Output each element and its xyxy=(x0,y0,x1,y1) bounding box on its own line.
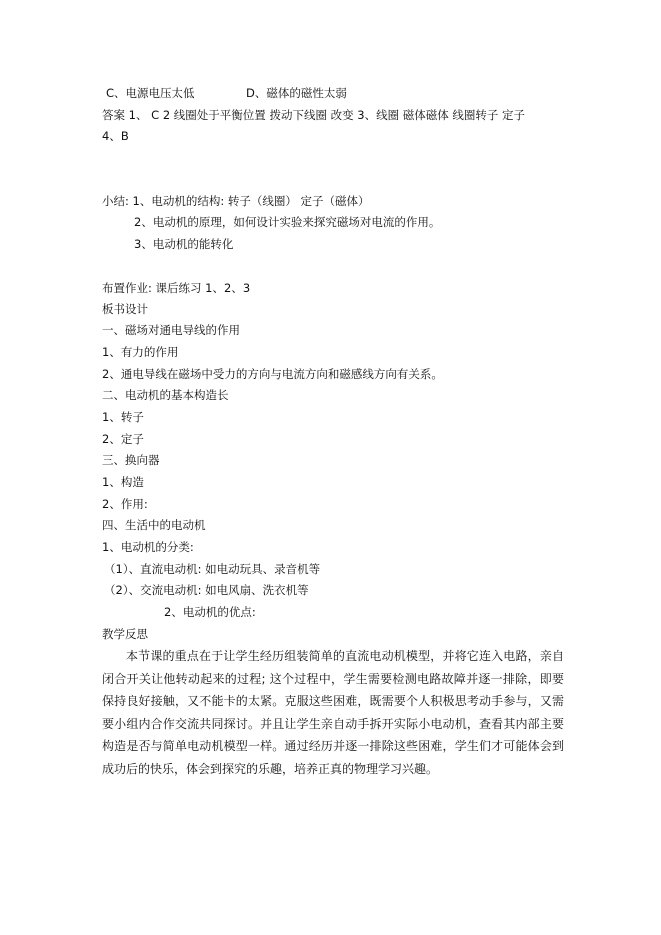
option-c: C、电源电压太低 xyxy=(106,86,195,100)
answer-line-2: 4、B xyxy=(102,129,129,143)
reflection-body: 本节课的重点在于让学生经历组装简单的直流电动机模型，并将它连入电路，亲自闭合开关让他转动起来的过程; 这个过程中，学生需要检测电路故障并逐一排除，即要保持良好接触，又不能卡的太紧。克服这些困难，既需要个人积极思考动手参与，又需要小组内合作交流共同探讨。并且让学生亲自动手拆开实际小电动机，查看其内部主要构造是否与简单电动机模型一样。通过经历并逐一排除这些困难，学生们才可能体会到成功后的快乐，体会到探究的乐趣，培养正真的物理学习兴趣。 xyxy=(102,649,564,776)
homework-line: 布置作业: 课后练习 1、2、3 xyxy=(102,281,251,295)
summary-line-1: 小结: 1、电动机的结构: 转子（线圈） 定子（磁体） xyxy=(102,194,370,208)
answer-line-1: 答案 1、 C 2 线圈处于平衡位置 拨动下线圈 改变 3、线圈 磁体磁体 线圈转子 定子 xyxy=(102,108,526,122)
board-item-1-2: 2、通电导线在磁场中受力的方向与电流方向和磁感线方向有关系。 xyxy=(102,367,443,381)
board-item-4-1: 1、电动机的分类: xyxy=(102,540,194,554)
board-section-1: 一、磁场对通电导线的作用 xyxy=(102,323,240,337)
board-title: 板书设计 xyxy=(102,302,148,316)
board-item-2-2: 2、定子 xyxy=(102,432,144,446)
board-section-3: 三、换向器 xyxy=(102,453,160,467)
board-item-3-1: 1、构造 xyxy=(102,475,144,489)
board-item-4-1a: （1）、直流电动机: 如电动玩具、录音机等 xyxy=(104,562,321,576)
option-d: D、磁体的磁性太弱 xyxy=(246,86,347,100)
board-item-3-2: 2、作用: xyxy=(102,497,148,511)
board-section-4: 四、生活中的电动机 xyxy=(102,518,206,532)
summary-line-2: 2、电动机的原理，如何设计实验来探究磁场对电流的作用。 xyxy=(134,215,441,229)
board-section-2: 二、电动机的基本构造长 xyxy=(102,388,229,402)
board-item-4-1b: （2）、交流电动机: 如电风扇、洗衣机等 xyxy=(104,583,309,597)
board-item-2-1: 1、转子 xyxy=(102,410,144,424)
board-item-1-1: 1、有力的作用 xyxy=(102,345,179,359)
board-item-4-2: 2、电动机的优点: xyxy=(164,605,256,619)
reflection-title: 教学反思 xyxy=(102,627,148,641)
summary-line-3: 3、电动机的能转化 xyxy=(134,237,234,251)
